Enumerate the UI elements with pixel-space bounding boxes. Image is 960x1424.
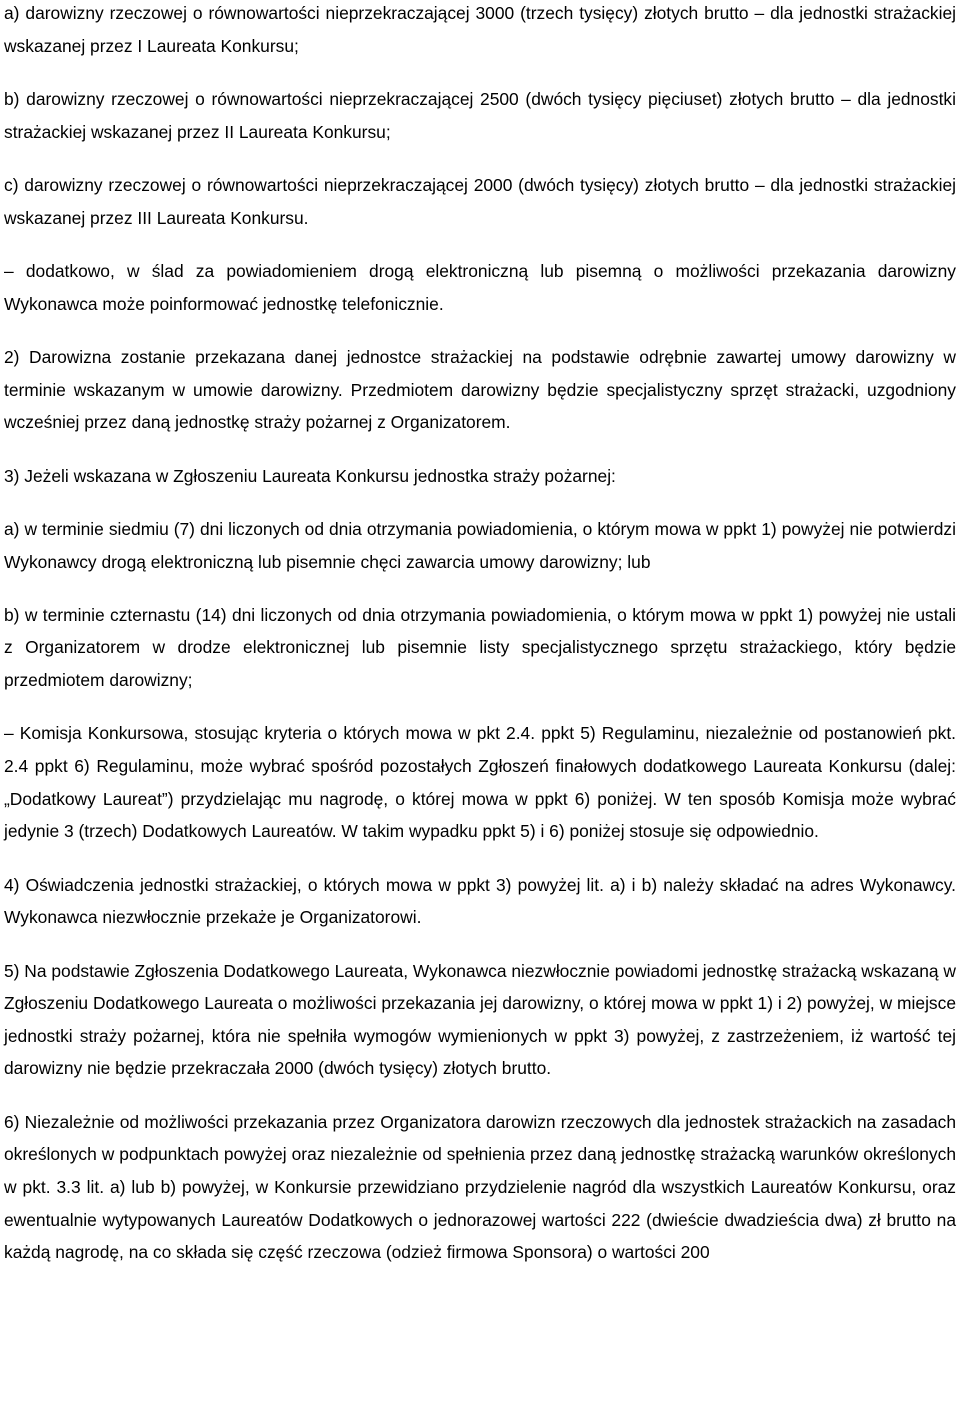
paragraph-commission: – Komisja Konkursowa, stosując kryteria o których mowa w pkt 2.4. ppkt 5) Regulaminu, niezależnie od postanowień pkt. 2.4 ppkt 6) Regulaminu, może wybrać spośród pozostałych Zgłoszeń finałowych dodatkowego Laureata Konkursu (dalej: „Dodatkowy Laureat”) przydzielając mu nagrodę, o której mowa w ppkt 6) poniżej. W ten sposób Komisja może wybrać jedynie 3 (trzech) Dodatkowych Laureatów. W takim wypadku ppkt 5) i 6) poniżej stosuje się odpowiednio.	[4, 723, 956, 842]
paragraph-point-5: 5) Na podstawie Zgłoszenia Dodatkowego Laureata, Wykonawca niezwłocznie powiadomi jednostkę strażacką wskazaną w Zgłoszeniu Dodatkowego Laureata o możliwości przekazania jej darowizny, o której mowa w ppkt 1) i 2) powyżej, w miejsce jednostki straży pożarnej, która nie spełniła wymogów wymienionych w ppkt 3) powyżej, z zastrzeżeniem, iż wartość tej darowizny nie będzie przekraczała 2000 (dwóch tysięcy) złotych brutto.	[4, 960, 956, 1079]
paragraph-point-4: 4) Oświadczenia jednostki strażackiej, o których mowa w ppkt 3) powyżej lit. a) i b) należy składać na adres Wykonawcy. Wykonawca niezwłocznie przekaże je Organizatorowi.	[4, 874, 956, 928]
paragraph-prize-b: b) darowizny rzeczowej o równowartości nieprzekraczającej 2500 (dwóch tysięcy pięciuset) złotych brutto – dla jednostki strażackiej wskazanej przez II Laureata Konkursu;	[4, 88, 956, 142]
paragraph-point-2: 2) Darowizna zostanie przekazana danej jednostce strażackiej na podstawie odrębnie zawartej umowy darowizny w terminie wskazanym w umowie darowizny. Przedmiotem darowizny będzie specjalistyczny sprzęt strażacki, uzgodniony wcześniej przez daną jednostkę straży pożarnej z Organizatorem.	[4, 346, 956, 433]
document-page	[4, 0, 956, 1290]
paragraph-point-3: 3) Jeżeli wskazana w Zgłoszeniu Laureata Konkursu jednostka straży pożarnej:	[4, 465, 616, 486]
paragraph-prize-a: a) darowizny rzeczowej o równowartości nieprzekraczającej 3000 (trzech tysięcy) złotych brutto – dla jednostki strażackiej wskazanej przez I Laureata Konkursu;	[4, 3, 956, 56]
paragraph-point-3a: a) w terminie siedmiu (7) dni liczonych od dnia otrzymania powiadomienia, o którym mowa w ppkt 1) powyżej nie potwierdzi Wykonawcy drogą elektroniczną lub pisemnie chęci zawarcia umowy darowizny; lub	[4, 518, 956, 572]
paragraph-point-6: 6) Niezależnie od możliwości przekazania przez Organizatora darowizn rzeczowych dla jednostek strażackich na zasadach określonych w podpunktach powyżej oraz niezależnie od spełnienia przez daną jednostkę strażacką warunków określonych w pkt. 3.3 lit. a) lub b) powyżej, w Konkursie przewidziano przydzielenie nagród dla wszystkich Laureatów Konkursu, oraz ewentualnie wytypowanych Laureatów Dodatkowych o jednorazowej wartości 222 (dwieście dwadzieścia dwa) zł brutto na każdą nagrodę, na co składa się część rzeczowa (odzież firmowa Sponsora) o wartości 200	[4, 1111, 956, 1263]
paragraph-point-3b: b) w terminie czternastu (14) dni liczonych od dnia otrzymania powiadomienia, o którym mowa w ppkt 1) powyżej nie ustali z Organizatorem w drodze elektronicznej lub pisemnie listy specjalistycznego sprzętu strażackiego, który będzie przedmiotem darowizny;	[4, 604, 956, 691]
paragraph-prize-c: c) darowizny rzeczowej o równowartości nieprzekraczającej 2000 (dwóch tysięcy) złotych brutto – dla jednostki strażackiej wskazanej przez III Laureata Konkursu.	[4, 174, 956, 228]
paragraph-phone-notice: – dodatkowo, w ślad za powiadomieniem drogą elektroniczną lub pisemną o możliwości przekazania darowizny Wykonawca może poinformować jednostkę telefonicznie.	[4, 260, 956, 314]
